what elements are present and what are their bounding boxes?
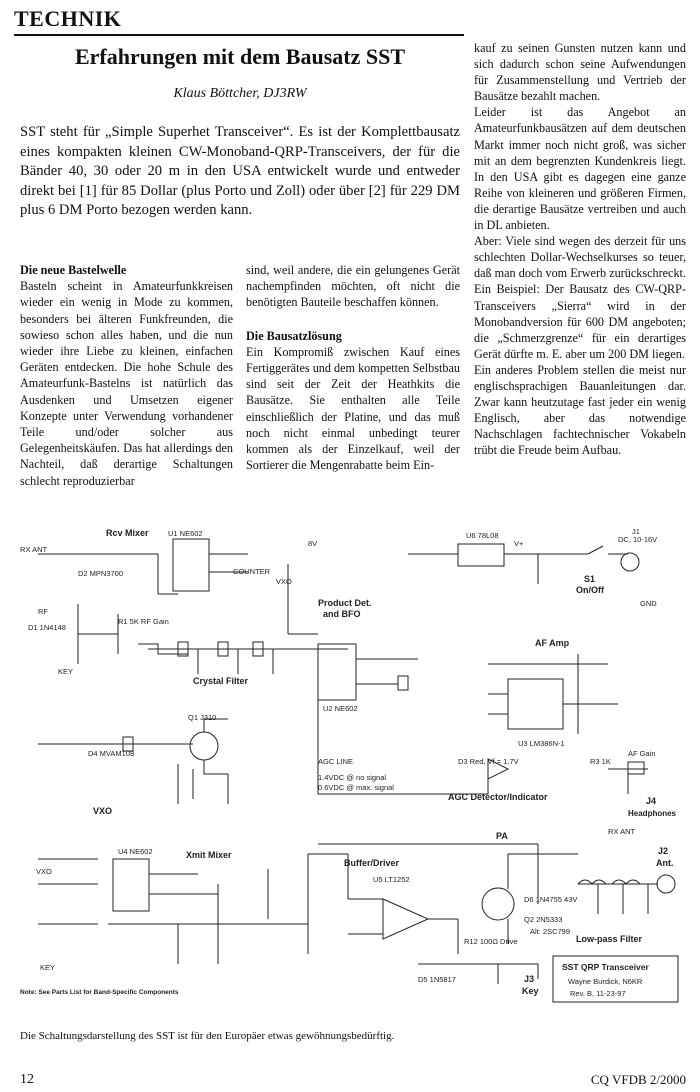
label-vxo-in: VXO [276, 577, 292, 586]
label-r12: R12 100Ω Drive [464, 937, 518, 946]
label-q2: Q2 2N5333 [524, 915, 563, 924]
schematic-diagram [18, 524, 688, 1004]
heading-bastelwelle: Die neue Bastelwelle [20, 263, 127, 277]
label-j3: J3 [524, 974, 535, 984]
label-key-2: KEY [40, 963, 56, 972]
label-pa: PA [496, 831, 508, 841]
column-left [20, 262, 233, 489]
label-q1: Q1 J310 [188, 713, 217, 722]
label-and-bfo: and BFO [323, 609, 361, 619]
label-crystal-filter: Crystal Filter [193, 676, 249, 686]
label-d6: D6 1N4755 43V [524, 895, 578, 904]
paragraph-continued: sind, weil andere, die ein gelungenes Gerät nachempfinden möchten, oft nicht die benötigten Bauteile beschaffen können. [246, 263, 460, 310]
label-u6: U6 78L08 [466, 531, 499, 540]
label-vplus: V+ [514, 539, 524, 548]
title-block-line-3: Rev. B, 11-23-97 [570, 989, 626, 998]
label-d2: D2 MPN3700 [78, 569, 124, 578]
article-author: Klaus Böttcher, DJ3RW [173, 86, 307, 101]
label-af-amp: AF Amp [535, 638, 570, 648]
label-alt: Alt: 2SC799 [530, 927, 571, 936]
rubric-rule [14, 34, 464, 36]
paragraph-right-2: Leider ist das Angebot an Amateurfunkbausätzen auf dem deutschen Markt immer noch nicht groß, was sicher mit an dem begrenzten Kundenkreis liegt. In den USA gibt es dagegen eine ganze Reihe von kleineren und größeren Firmen, die derartige Bausätze vertreiben und auch in DL anbieten. [474, 105, 686, 233]
label-rcv-mixer: Rcv Mixer [106, 528, 149, 538]
paragraph-bastelwelle: Basteln scheint in Amateurfunkkreisen wieder ein wenig in Mode zu kommen, besonders bei älteren Funkfreunden, die sowieso schon alles haben, und die nun wieder ihre Liebe zu kleinen, einfachen Geräten entdecken. Die hohe Schule des Amateurfunk-Bastelns ist natürlich das Ausdenken und Umsetzen eigener Konzepte unter Verwendung vorhandener Teile und/oder solcher aus Gelegenheitskäufen. Das hat allerdings den Nachteil, daß derartige Schaltungen schlecht reproduzierbar [20, 279, 233, 488]
label-product-det: Product Det. [318, 598, 372, 608]
column-right [474, 40, 686, 458]
label-8v: 8V [308, 539, 318, 548]
label-agc-line: AGC LINE [318, 757, 354, 766]
label-s1: S1 [584, 574, 596, 584]
title-block-line-1: SST QRP Transceiver [562, 962, 649, 972]
label-u1: U1 NE602 [168, 529, 203, 538]
section-rubric: TECHNIK [14, 6, 122, 31]
label-rx-ant: RX ANT [20, 545, 48, 554]
label-xmit-mixer: Xmit Mixer [186, 850, 232, 860]
page-number: 12 [20, 1072, 34, 1087]
label-af-gain: AF Gain [628, 749, 656, 758]
label-u3: U3 LM386N-1 [518, 739, 565, 748]
label-j2: J2 [658, 846, 669, 856]
label-j1-dc: DC, 10-16V [618, 535, 658, 544]
label-agc-note-1: 1.4VDC @ no signal [318, 773, 387, 782]
label-u2: U2 NE602 [323, 704, 358, 713]
paragraph-right-4: Ein anderes Problem stellen die meist nur englischsprachigen Bauanleitungen dar. Zwar kann heutzutage fast jeder ein wenig Englisch, aber das notwendige Nachschlagen fachtechnischer Vokabeln trübt die Freude beim Aufbau. [474, 362, 686, 458]
title-block-line-2: Wayne Burdick, N6KR [568, 977, 643, 986]
label-gnd: GND [640, 599, 657, 608]
column-middle [246, 262, 460, 473]
label-d3: D3 Red, Vf = 1.7V [458, 757, 519, 766]
label-agc-note-2: 0.6VDC @ max. signal [318, 783, 394, 792]
label-d1: D1 1N4148 [28, 623, 66, 632]
article-title: Erfahrungen mit dem Bausatz SST [74, 44, 406, 69]
label-j2-ant: Ant. [656, 858, 674, 868]
label-u5: U5 LT1252 [373, 875, 410, 884]
label-counter: COUNTER [233, 567, 271, 576]
journal-issue: CQ VFDB 2/2000 [590, 1072, 686, 1087]
label-d4: D4 MVAM108 [88, 749, 135, 758]
lead-paragraph: SST steht für „Simple Superhet Transceiver“. Es ist der Komplettbausatz eines kompakten kleinen CW-Monoband-QRP-Transceivers, der für die Bänder 40, 30 oder 20 m in den USA entwickelt wurde und entweder direkt bei [1] für 85 Dollar (plus Porto und Zoll) oder über [2] für 229 DM plus 6 DM Porto bezogen werden kann. [20, 124, 460, 219]
label-agc: AGC Detector/Indicator [448, 792, 548, 802]
label-d5: D5 1N5817 [418, 975, 456, 984]
figure-caption: Die Schaltungsdarstellung des SST ist für den Europäer etwas gewöhnungsbedürftig. [20, 1030, 395, 1042]
label-buffer-driver: Buffer/Driver [344, 858, 400, 868]
label-low-pass: Low-pass Filter [576, 934, 643, 944]
paragraph-right-3: Aber: Viele sind wegen des derzeit für uns schlechten Dollar-Wechselkurses so teuer, daß man doch vom Erwerb zurückschreckt. Ein Beispiel: Der Bausatz des CW-QRP-Transceivers „Sierra“ wird in der Monobandversion für 600 DM angeboten; die „Schmerzgrenze“ für ein derartiges Gerät dürfte m. E. aber um 200 DM liegen. [474, 234, 686, 361]
label-headphones: Headphones [628, 809, 677, 818]
label-r1: R1 5K RF Gain [118, 617, 169, 626]
label-key: KEY [58, 667, 74, 676]
label-j1: J1 [632, 527, 640, 536]
label-rx-ant-2: RX ANT [608, 827, 636, 836]
label-u4: U4 NE602 [118, 847, 153, 856]
paragraph-right-1: kauf zu seinen Gunsten nutzen kann und sich dadurch schon seine Aufwendungen für Zusammenstellung und Vertrieb der Bausätze bezahlt machen. [474, 41, 686, 104]
label-vxo: VXO [93, 806, 113, 816]
heading-bausatzloesung: Die Bausatzlösung [246, 328, 342, 343]
label-j4: J4 [646, 796, 657, 806]
label-on-off: On/Off [576, 585, 604, 595]
label-rf: RF [38, 607, 48, 616]
label-vxo-in-2: VXO [36, 867, 52, 876]
paragraph-bausatzloesung: Ein Kompromiß zwischen Kauf eines Fertiggerätes und dem kompetten Selbstbau sind seit der Zeit der Heathkits die Bausätze. Sie enthalten alle Teile einschließlich der Platine, und das muß noch nicht einmal unbedingt teurer kommen als der Einzelkauf, weil der Sortierer die Mengenrabatte beim Ein- [246, 344, 460, 473]
label-r3: R3 1K [590, 757, 611, 766]
schematic-note: Note: See Parts List for Band-Specific Components [20, 989, 179, 996]
label-j3-key: Key [522, 986, 539, 996]
